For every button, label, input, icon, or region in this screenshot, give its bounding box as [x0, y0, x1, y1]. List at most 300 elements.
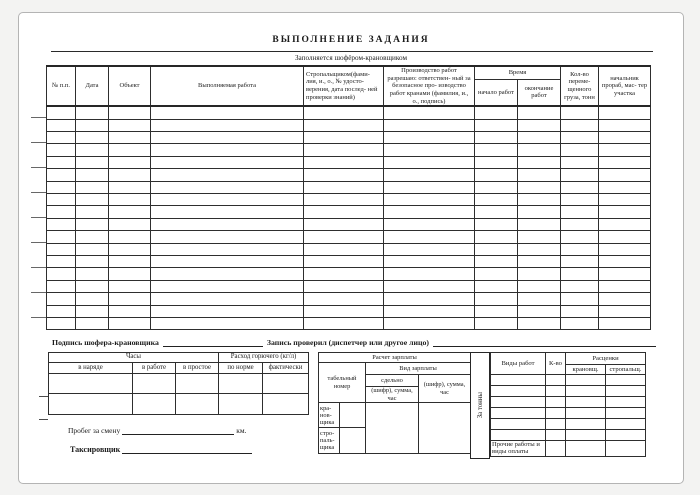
empty-cell: [47, 218, 76, 230]
empty-cell: [475, 132, 518, 144]
empty-cell: [606, 397, 646, 408]
col-header-cargo: Кол-во переме- щенного груза, тонн: [561, 66, 599, 106]
empty-cell: [561, 231, 599, 243]
other-works-crane-cell: [566, 441, 606, 457]
empty-cell: [47, 144, 76, 156]
empty-cell: [384, 293, 475, 305]
empty-row: [491, 419, 646, 430]
empty-cell: [599, 181, 651, 193]
form-page: [18, 12, 684, 484]
empty-cell: [47, 231, 76, 243]
empty-cell: [109, 317, 151, 329]
empty-cell: [109, 305, 151, 317]
empty-cell: [151, 255, 304, 267]
empty-cell: [151, 106, 304, 119]
empty-cell: [151, 169, 304, 181]
empty-cell: [518, 132, 561, 144]
empty-cell: [561, 106, 599, 119]
empty-cell: [384, 268, 475, 280]
empty-cell: [491, 397, 546, 408]
crane-operator-row: [319, 403, 471, 428]
empty-row: [47, 268, 651, 280]
col-header-num: № п.п.: [47, 66, 76, 106]
empty-cell: [76, 206, 109, 218]
task-log-body: [47, 106, 651, 330]
col-actual: фактически: [263, 363, 309, 374]
empty-cell: [304, 181, 384, 193]
empty-cell: [304, 268, 384, 280]
empty-cell: [47, 119, 76, 131]
cipher-cell: [419, 403, 471, 454]
empty-cell: [47, 156, 76, 168]
hours-fuel-groups: [49, 353, 309, 363]
empty-cell: [566, 386, 606, 397]
empty-cell: [263, 374, 309, 394]
empty-cell: [47, 305, 76, 317]
empty-cell: [384, 181, 475, 193]
empty-cell: [76, 144, 109, 156]
col-header-object: Объект: [109, 66, 151, 106]
empty-cell: [599, 268, 651, 280]
empty-cell: [475, 156, 518, 168]
empty-row: [47, 119, 651, 131]
slinger-label: стро- паль- щика: [319, 428, 340, 454]
empty-cell: [546, 375, 566, 386]
mileage-label: Пробег за смену: [68, 426, 121, 435]
empty-row: [47, 206, 651, 218]
empty-cell: [518, 231, 561, 243]
other-works-row: [491, 441, 646, 457]
empty-row: [491, 397, 646, 408]
empty-cell: [49, 374, 133, 394]
empty-row: [491, 408, 646, 419]
empty-cell: [561, 218, 599, 230]
empty-cell: [599, 119, 651, 131]
empty-cell: [384, 218, 475, 230]
empty-cell: [518, 293, 561, 305]
empty-cell: [47, 243, 76, 255]
empty-cell: [599, 206, 651, 218]
empty-cell: [546, 430, 566, 441]
empty-cell: [384, 144, 475, 156]
empty-cell: [475, 194, 518, 206]
empty-cell: [76, 218, 109, 230]
empty-cell: [49, 394, 133, 415]
slinger-tab-number-cell: [340, 428, 366, 454]
empty-cell: [304, 169, 384, 181]
empty-cell: [518, 206, 561, 218]
empty-cell: [518, 218, 561, 230]
empty-cell: [384, 206, 475, 218]
crane-operator-tab-number-cell: [340, 403, 366, 428]
qty-header: К-во: [546, 353, 566, 375]
empty-cell: [561, 268, 599, 280]
empty-row: [47, 132, 651, 144]
mileage-blank: [122, 426, 234, 435]
empty-cell: [176, 374, 219, 394]
per-ton-label: За тонны: [476, 392, 484, 419]
empty-cell: [151, 181, 304, 193]
empty-row: [47, 280, 651, 292]
empty-cell: [304, 231, 384, 243]
empty-row: [47, 144, 651, 156]
empty-cell: [109, 132, 151, 144]
empty-cell: [76, 255, 109, 267]
empty-row: [491, 375, 646, 386]
empty-row: [47, 243, 651, 255]
empty-cell: [599, 132, 651, 144]
empty-cell: [566, 408, 606, 419]
empty-cell: [384, 119, 475, 131]
empty-cell: [475, 181, 518, 193]
empty-cell: [109, 218, 151, 230]
empty-cell: [384, 317, 475, 329]
tab-number-header: табельный номер: [319, 363, 366, 403]
col-idle: в простое: [176, 363, 219, 374]
empty-cell: [109, 156, 151, 168]
empty-cell: [47, 194, 76, 206]
empty-cell: [109, 231, 151, 243]
empty-cell: [76, 268, 109, 280]
empty-cell: [304, 218, 384, 230]
empty-cell: [133, 374, 176, 394]
empty-cell: [561, 194, 599, 206]
empty-cell: [304, 255, 384, 267]
empty-cell: [151, 144, 304, 156]
empty-cell: [76, 231, 109, 243]
empty-cell: [109, 169, 151, 181]
empty-cell: [599, 305, 651, 317]
empty-cell: [109, 206, 151, 218]
piecework-cell: [366, 403, 419, 454]
empty-cell: [475, 255, 518, 267]
empty-cell: [518, 181, 561, 193]
cipher-header-left: (шифр), сумма, час: [366, 387, 419, 403]
empty-cell: [518, 169, 561, 181]
empty-cell: [304, 132, 384, 144]
empty-cell: [561, 181, 599, 193]
empty-row: [47, 194, 651, 206]
empty-row: [49, 374, 309, 394]
empty-cell: [566, 430, 606, 441]
empty-cell: [109, 181, 151, 193]
empty-cell: [151, 218, 304, 230]
empty-cell: [475, 218, 518, 230]
empty-cell: [47, 255, 76, 267]
task-log-table: [46, 65, 651, 330]
empty-cell: [606, 430, 646, 441]
empty-cell: [518, 243, 561, 255]
empty-cell: [47, 181, 76, 193]
empty-cell: [384, 156, 475, 168]
col-header-date: Дата: [76, 66, 109, 106]
empty-cell: [219, 374, 263, 394]
empty-cell: [304, 144, 384, 156]
empty-row: [47, 255, 651, 267]
empty-cell: [109, 119, 151, 131]
empty-cell: [475, 305, 518, 317]
empty-row: [49, 394, 309, 415]
salary-title-row: [319, 353, 471, 363]
empty-cell: [76, 181, 109, 193]
empty-cell: [599, 218, 651, 230]
empty-cell: [475, 317, 518, 329]
empty-cell: [518, 317, 561, 329]
other-works-label: Прочие работы и виды оплаты: [491, 441, 546, 457]
empty-cell: [384, 280, 475, 292]
rates-crane-header: крановщ.: [566, 365, 606, 375]
rates-body: [491, 375, 646, 441]
hours-fuel-table: [48, 352, 309, 415]
driver-signature-label: Подпись шофера-крановщика: [52, 338, 159, 347]
empty-cell: [76, 243, 109, 255]
salary-header-row-1: [319, 363, 471, 375]
empty-cell: [151, 293, 304, 305]
empty-cell: [47, 106, 76, 119]
empty-cell: [606, 408, 646, 419]
empty-cell: [491, 408, 546, 419]
header-row-1: [47, 66, 651, 79]
empty-cell: [518, 194, 561, 206]
empty-cell: [518, 156, 561, 168]
mileage-row: [68, 426, 247, 435]
empty-cell: [561, 132, 599, 144]
empty-row: [491, 386, 646, 397]
empty-row: [47, 317, 651, 329]
empty-cell: [606, 386, 646, 397]
empty-cell: [566, 419, 606, 430]
empty-cell: [599, 144, 651, 156]
empty-cell: [384, 231, 475, 243]
empty-cell: [76, 293, 109, 305]
empty-cell: [263, 394, 309, 415]
rates-table: [490, 352, 646, 457]
margin-line-stubs: [31, 93, 46, 332]
form-subtitle: Заполняется шофёром-крановщиком: [294, 54, 408, 62]
empty-cell: [76, 280, 109, 292]
empty-cell: [561, 293, 599, 305]
empty-cell: [546, 419, 566, 430]
other-works-slinger-cell: [606, 441, 646, 457]
empty-cell: [491, 386, 546, 397]
empty-cell: [384, 243, 475, 255]
empty-cell: [109, 268, 151, 280]
empty-cell: [151, 132, 304, 144]
empty-cell: [599, 243, 651, 255]
empty-cell: [304, 280, 384, 292]
empty-cell: [561, 243, 599, 255]
hours-fuel-columns: [49, 363, 309, 374]
empty-cell: [561, 206, 599, 218]
mileage-unit: км.: [236, 426, 247, 435]
empty-cell: [606, 419, 646, 430]
col-header-work: Выполняемая работа: [151, 66, 304, 106]
cipher-header-right: (шифр), сумма, час: [419, 375, 471, 403]
hours-fuel-body: [49, 374, 309, 415]
form-title: ВЫПОЛНЕНИЕ ЗАДАНИЯ: [272, 35, 430, 45]
empty-cell: [561, 255, 599, 267]
work-types-header: Виды работ: [491, 353, 546, 375]
empty-cell: [304, 293, 384, 305]
empty-cell: [599, 255, 651, 267]
rater-row: [70, 445, 252, 454]
empty-cell: [606, 375, 646, 386]
rates-header-row-1: [491, 353, 646, 365]
empty-cell: [109, 280, 151, 292]
empty-cell: [491, 419, 546, 430]
empty-row: [47, 305, 651, 317]
empty-cell: [304, 317, 384, 329]
empty-cell: [151, 317, 304, 329]
empty-cell: [475, 206, 518, 218]
empty-cell: [151, 268, 304, 280]
empty-cell: [475, 119, 518, 131]
col-header-time-end: окончание работ: [518, 79, 561, 106]
empty-cell: [109, 194, 151, 206]
driver-signature-blank: [163, 338, 263, 347]
empty-cell: [599, 169, 651, 181]
empty-cell: [109, 106, 151, 119]
empty-cell: [384, 305, 475, 317]
empty-cell: [151, 194, 304, 206]
empty-cell: [109, 255, 151, 267]
empty-cell: [561, 156, 599, 168]
empty-cell: [475, 280, 518, 292]
empty-cell: [384, 106, 475, 119]
empty-cell: [518, 280, 561, 292]
col-header-time-start: начало работ: [475, 79, 518, 106]
empty-cell: [518, 106, 561, 119]
empty-cell: [491, 430, 546, 441]
empty-cell: [561, 280, 599, 292]
empty-cell: [47, 268, 76, 280]
empty-cell: [599, 293, 651, 305]
rates-slinger-header: стропальщ.: [606, 365, 646, 375]
empty-cell: [47, 293, 76, 305]
hours-group-header: Часы: [49, 353, 219, 363]
col-by-norm: по норме: [219, 363, 263, 374]
empty-cell: [47, 317, 76, 329]
empty-row: [47, 293, 651, 305]
empty-cell: [47, 206, 76, 218]
empty-cell: [304, 305, 384, 317]
empty-cell: [475, 243, 518, 255]
empty-cell: [561, 317, 599, 329]
empty-row: [47, 218, 651, 230]
empty-cell: [566, 397, 606, 408]
empty-cell: [475, 106, 518, 119]
piecework-header: сдельно: [366, 375, 419, 387]
empty-cell: [76, 317, 109, 329]
empty-cell: [475, 144, 518, 156]
empty-cell: [76, 132, 109, 144]
empty-cell: [475, 293, 518, 305]
signature-row: [52, 338, 656, 347]
empty-cell: [76, 305, 109, 317]
empty-row: [47, 156, 651, 168]
header-divider: [51, 51, 653, 52]
empty-cell: [304, 194, 384, 206]
empty-cell: [76, 169, 109, 181]
empty-cell: [176, 394, 219, 415]
empty-cell: [384, 194, 475, 206]
empty-cell: [384, 169, 475, 181]
empty-cell: [599, 231, 651, 243]
empty-cell: [109, 243, 151, 255]
empty-cell: [304, 156, 384, 168]
record-checked-blank: [433, 338, 656, 347]
empty-cell: [518, 268, 561, 280]
empty-cell: [384, 132, 475, 144]
empty-cell: [304, 206, 384, 218]
empty-row: [47, 169, 651, 181]
empty-cell: [475, 231, 518, 243]
empty-cell: [151, 280, 304, 292]
empty-row: [47, 231, 651, 243]
salary-table: [318, 352, 471, 454]
col-header-permission: Производство работ разрешаю: ответствен- ный за безопасное про- изводство работ кранами (фамилия, и., о., подпись): [384, 66, 475, 106]
salary-type-header: Вид зарплаты: [366, 363, 471, 375]
empty-cell: [566, 375, 606, 386]
empty-cell: [76, 106, 109, 119]
empty-cell: [518, 305, 561, 317]
empty-cell: [546, 397, 566, 408]
empty-cell: [518, 144, 561, 156]
empty-cell: [109, 293, 151, 305]
col-working: в работе: [133, 363, 176, 374]
empty-cell: [151, 119, 304, 131]
empty-cell: [599, 156, 651, 168]
salary-title: Расчет зарплаты: [319, 353, 471, 363]
empty-cell: [151, 206, 304, 218]
empty-cell: [76, 194, 109, 206]
empty-cell: [151, 156, 304, 168]
empty-cell: [561, 144, 599, 156]
margin-line-stubs-bottom: [39, 396, 48, 420]
empty-cell: [475, 268, 518, 280]
empty-cell: [151, 243, 304, 255]
empty-cell: [599, 317, 651, 329]
other-works-qty-cell: [546, 441, 566, 457]
empty-cell: [76, 156, 109, 168]
empty-cell: [561, 119, 599, 131]
empty-cell: [384, 255, 475, 267]
empty-cell: [304, 106, 384, 119]
empty-cell: [47, 280, 76, 292]
empty-row: [47, 106, 651, 119]
empty-cell: [518, 119, 561, 131]
empty-cell: [47, 132, 76, 144]
empty-cell: [561, 305, 599, 317]
empty-cell: [304, 119, 384, 131]
col-header-slinger: Стропальщиком(фами- лия, и., о., № удосто- верения, дата послед- ней проверки знаний): [304, 66, 384, 106]
empty-cell: [599, 106, 651, 119]
empty-row: [47, 181, 651, 193]
empty-cell: [475, 169, 518, 181]
empty-cell: [561, 169, 599, 181]
col-on-duty: в наряде: [49, 363, 133, 374]
empty-cell: [76, 119, 109, 131]
empty-cell: [518, 255, 561, 267]
empty-cell: [219, 394, 263, 415]
fuel-group-header: Расход горючего (кг/л): [219, 353, 309, 363]
empty-cell: [47, 169, 76, 181]
rater-label: Таксировщик: [70, 445, 121, 454]
empty-cell: [491, 375, 546, 386]
col-header-time: Время: [475, 66, 561, 79]
empty-cell: [546, 408, 566, 419]
empty-cell: [133, 394, 176, 415]
